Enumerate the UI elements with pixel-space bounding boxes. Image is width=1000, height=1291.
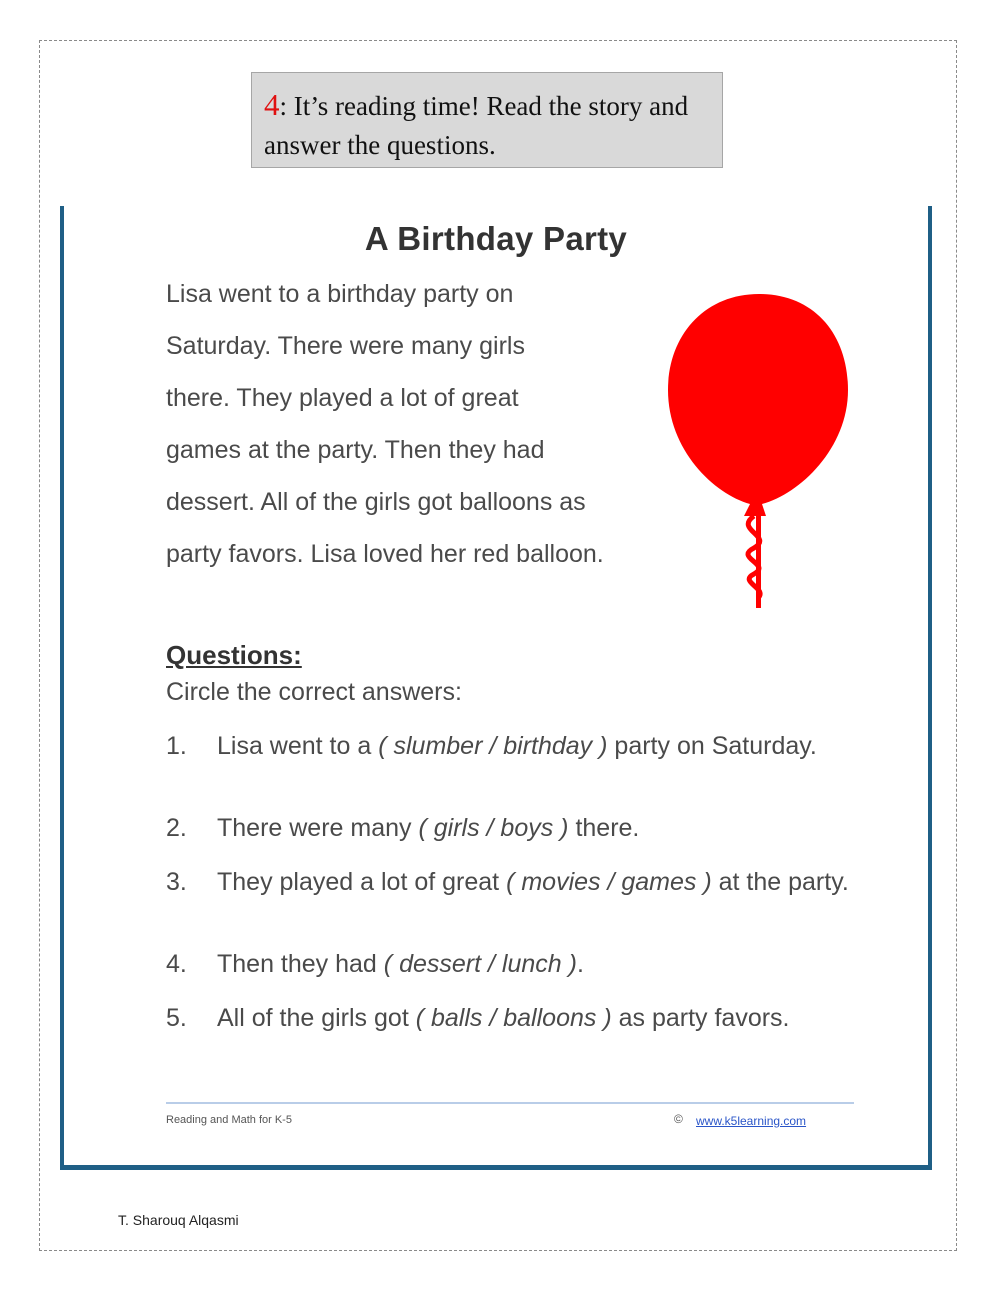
question-text: Lisa went to a ( slumber / birthday ) party on Saturday. <box>217 732 817 760</box>
story-line: Lisa went to a birthday party on <box>166 280 514 308</box>
answer-choices[interactable]: ( dessert / lunch ) <box>383 950 577 978</box>
question-number: 4. <box>166 950 187 978</box>
answer-choices[interactable]: ( balls / balloons ) <box>415 1004 612 1032</box>
question-text: They played a lot of great ( movies / games ) at the party. <box>217 868 849 896</box>
question-item <box>166 732 866 792</box>
question-number: 2. <box>166 814 187 842</box>
answer-choices[interactable]: ( slumber / birthday ) <box>378 732 608 760</box>
story-title: A Birthday Party <box>364 220 628 257</box>
question-item <box>166 814 866 846</box>
footer-source: Reading and Math for K-5 <box>166 1114 292 1126</box>
footer-divider <box>166 1102 854 1104</box>
question-text: All of the girls got ( balls / balloons ) as party favors. <box>217 1004 790 1032</box>
question-item <box>166 1004 866 1064</box>
copyright-symbol: © <box>674 1112 683 1126</box>
red-balloon-icon <box>664 290 854 610</box>
answer-choices[interactable]: ( girls / boys ) <box>418 814 569 842</box>
story-line: Saturday. There were many girls <box>166 332 525 360</box>
question-item <box>166 868 866 928</box>
story-line: games at the party. Then they had <box>166 436 545 464</box>
question-item <box>166 950 866 982</box>
questions-instructions: Circle the correct answers: <box>166 678 462 706</box>
footer-website-link[interactable]: www.k5learning.com <box>696 1114 807 1128</box>
question-number: 1. <box>166 732 187 760</box>
question-text: There were many ( girls / boys ) there. <box>217 814 640 842</box>
story-line: there. They played a lot of great <box>166 384 519 412</box>
story-line: party favors. Lisa loved her red balloon. <box>166 540 604 568</box>
question-number: 5. <box>166 1004 187 1032</box>
author-name: T. Sharouq Alqasmi <box>118 1212 239 1228</box>
question-number: 3. <box>166 868 187 896</box>
task-text: : It’s reading time! Read the story and answer the questions. <box>264 91 689 160</box>
answer-choices[interactable]: ( movies / games ) <box>506 868 712 896</box>
story-line: dessert. All of the girls got balloons as <box>166 488 586 516</box>
questions-heading: Questions: <box>166 640 302 670</box>
task-instruction-box <box>251 72 723 168</box>
task-number: 4 <box>264 87 280 122</box>
question-text: Then they had ( dessert / lunch ). <box>217 950 584 978</box>
worksheet <box>60 206 932 1170</box>
